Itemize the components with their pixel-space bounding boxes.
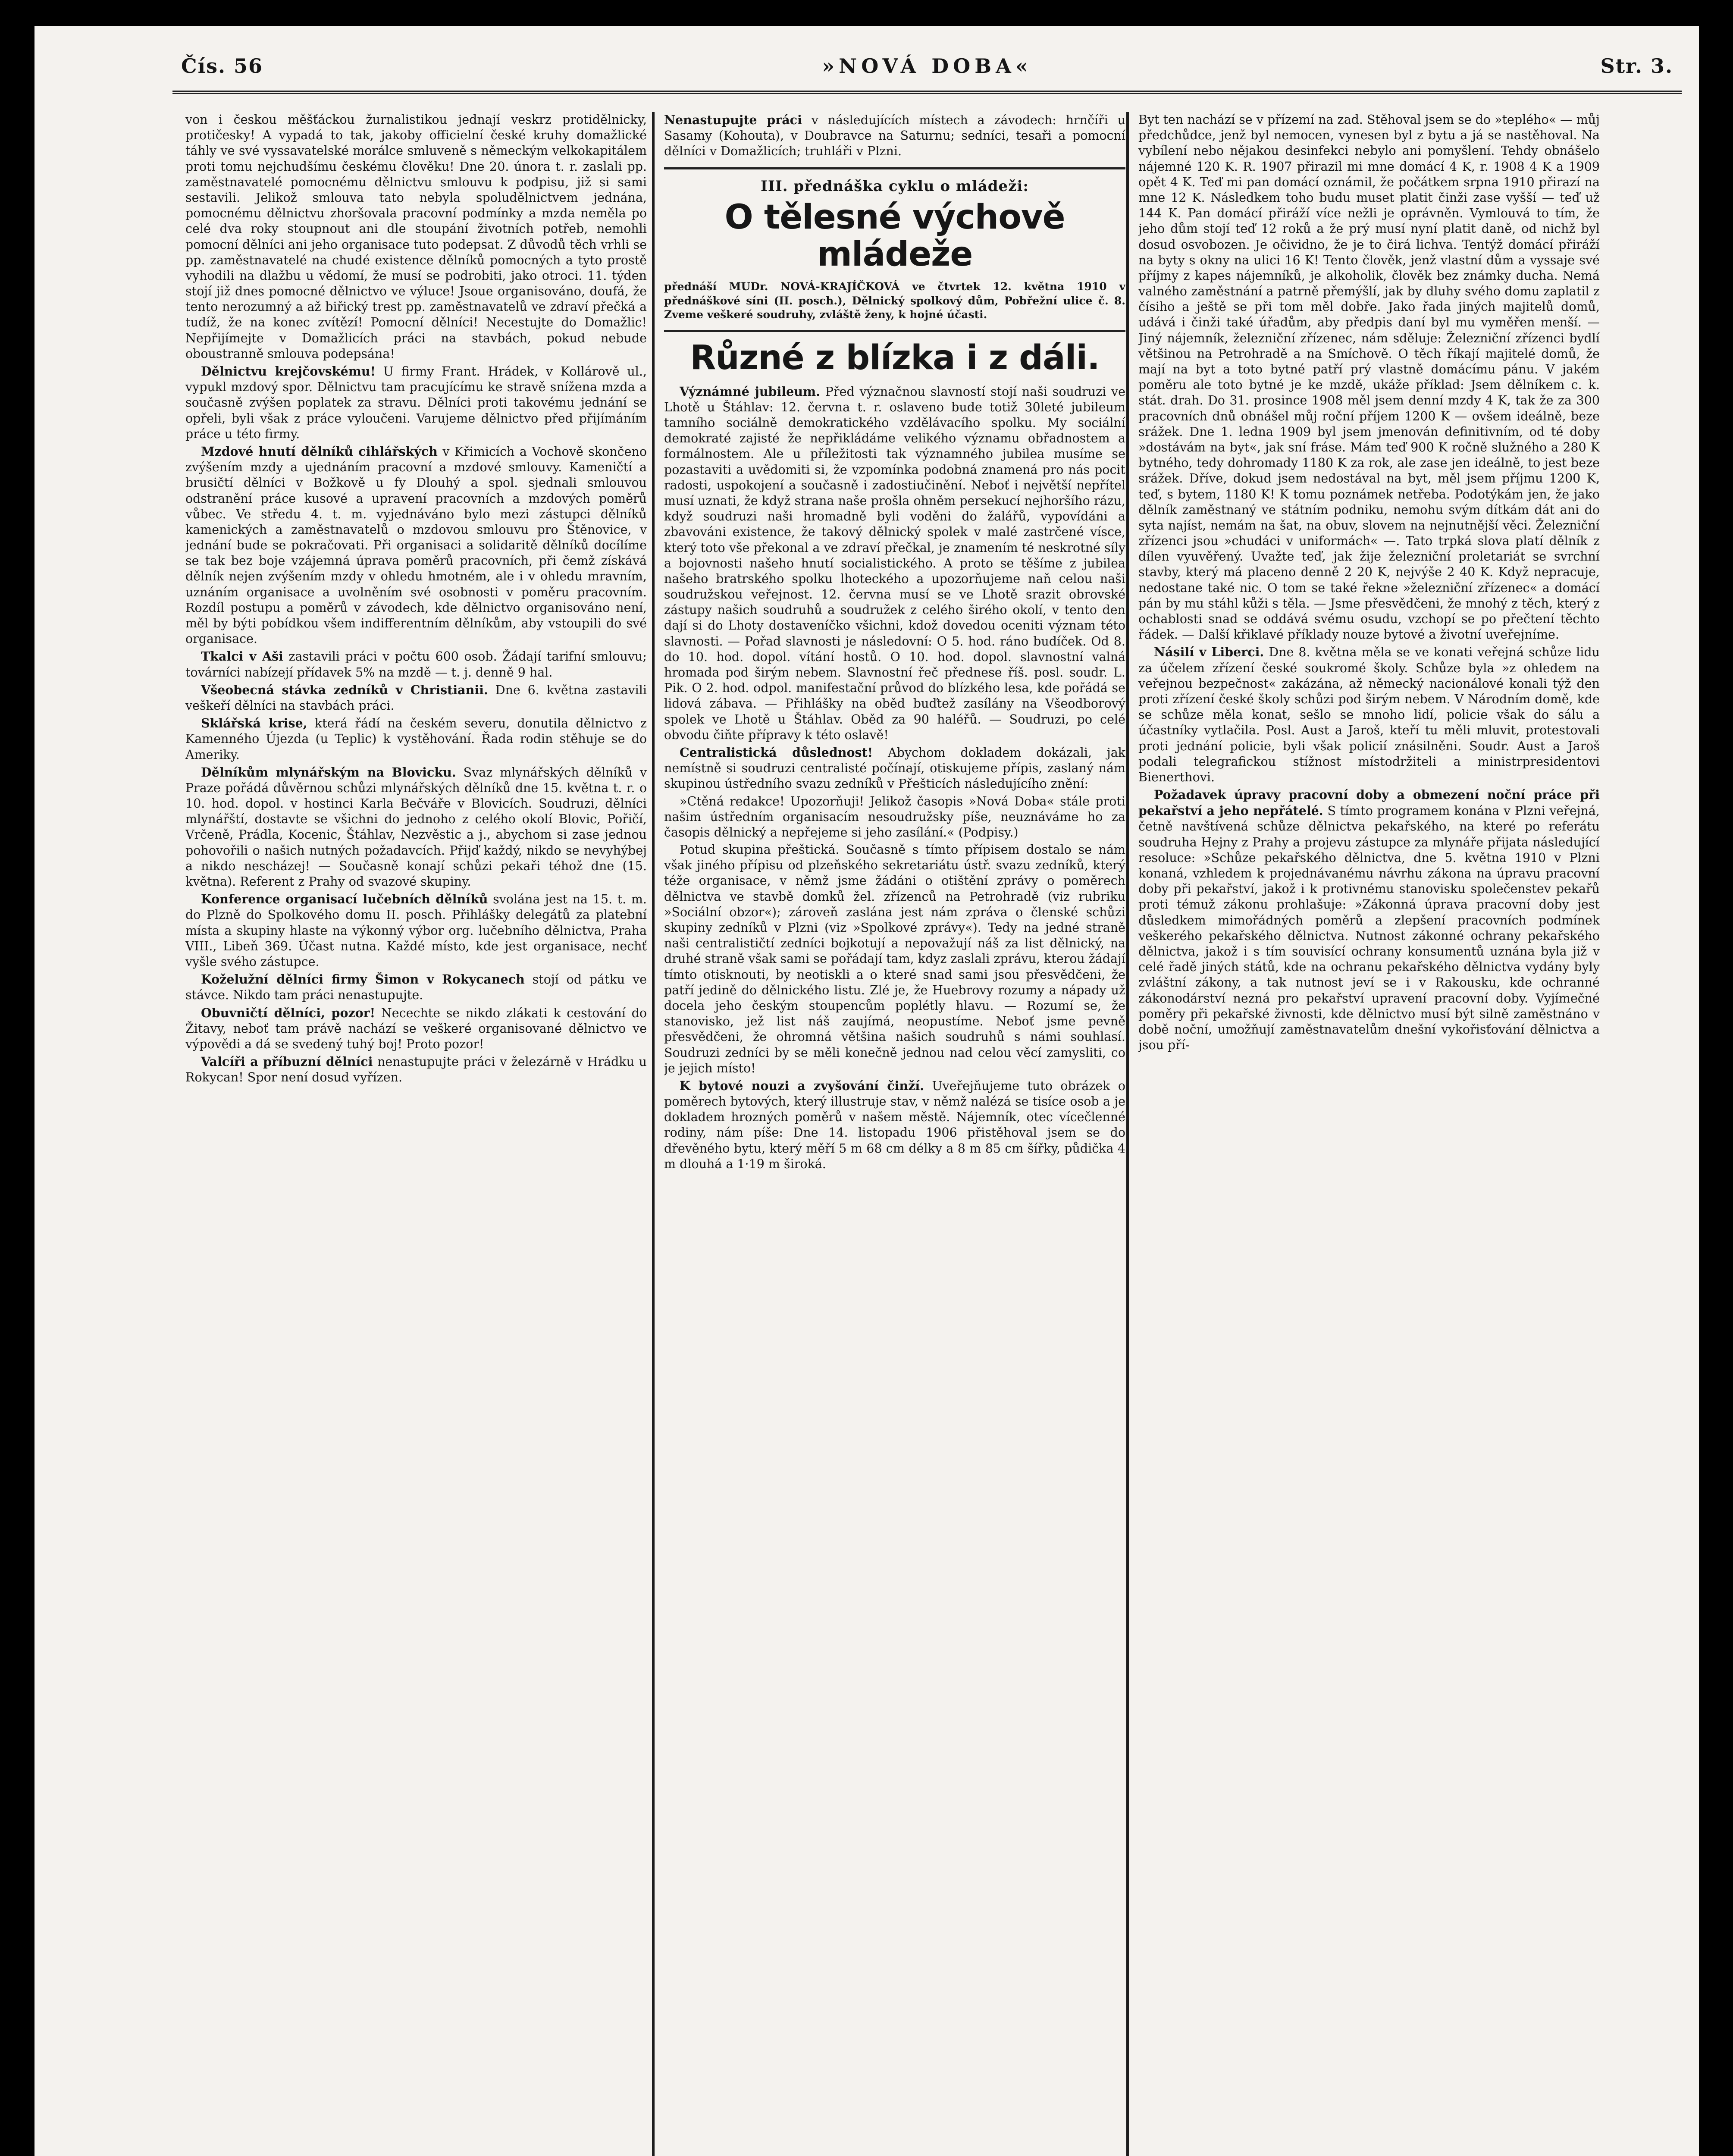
- article-heading: Mzdové hnutí dělníků cihlářských: [201, 444, 438, 459]
- article-item: [185, 715, 647, 763]
- article-heading: Tkalci v Aši: [201, 649, 283, 664]
- column-left: [185, 112, 647, 2156]
- article-text: U firmy Frant. Hrádek, v Kollárově ul., vypukl mzdový spor. Dělnictvu tam pracujícímu ke stravě snížena mzda a současně zvýšen poplatek za stravu. Dělníci proti takovému jednání se opřeli, byli však z práce vyloučeni. Varujeme dělnictvo před přijímáním práce u této firmy.: [185, 364, 647, 441]
- page-number: Str. 3.: [1600, 54, 1673, 78]
- article-item: [664, 112, 1125, 160]
- article-heading: Obuvničtí dělníci, pozor!: [201, 1005, 376, 1020]
- article-item: [185, 682, 647, 714]
- article-text: Svaz mlynářských dělníků v Praze pořádá důvěrnou schůzi mlynářských dělníků dne 15. května t. r. o 10. hod. dopol. v hostinci Karla Bečváře v Blovicích. Soudruzi, dělníci mlynářští, dostavte se všichni do jednoho z celého okolí Blovic, Pořičí, Vrčeně, Prádla, Kocenic, Štáhlav, Nezvěstic a j., abychom si zase jednou pohovořili o našich nutných požadavcích. Přijď každý, nikdo se nevyhýbej a nikdo nescházej! — Současně konají schůzi pekaři téhož dne (15. května). Referent z Prahy od svazové skupiny.: [185, 765, 647, 889]
- article-item: [664, 384, 1125, 743]
- section-divider: [664, 330, 1125, 332]
- article-heading: Násilí v Liberci.: [1154, 645, 1264, 660]
- article-item: [185, 649, 647, 680]
- quoted-letter: »Ctěná redakce! Upozorňuji! Jelikož časopis »Nová Doba« stále proti našim ústředním organisacím nesoudružsky píše, neuznáváme ho za časopis dělnický a nepřejeme si jeho zasílání.« (Podpisy.): [664, 794, 1125, 840]
- article-heading: Konference organisací lučebních dělníků: [201, 892, 488, 907]
- article-item: [185, 1054, 647, 1085]
- article-text: která řádí na českém severu, donutila dělnictvo z Kamenného Újezda (u Teplic) k vystěhování. Řada rodin stěhuje se do Ameriky.: [185, 716, 647, 762]
- article-item: [185, 971, 647, 1003]
- article-text: Před význačnou slavností stojí naši soudruzi ve Lhotě u Štáhlav: 12. června t. r. oslaveno bude totiž 30leté jubileum tamního sociálně demokratického vzdělávacího spolku. My sociální demokraté zajisté že nepřikládáme velikého významu obřadnostem a formálnostem. Ale u příležitosti tak významného jubilea musíme se pozastaviti a uvědomiti si, že vzpomínka podobná znamená pro nás pocit radosti, uspokojení a současně i zadostiučinění. Neboť i největší nepřítel musí uznati, že když strana naše prošla ohněm persekucí nejhoršího rázu, když soudruzi naši hromadně byli voděni do žalářů, vypovídáni a zbavováni existence, že takový dělnický spolek v malé zastrčené vísce, který toto vše překonal a ve zdraví přečkal, je znamením té neskrotné síly a bojovnosti našeho hnutí socialistického. A proto se těšíme z jubilea našeho bratrského spolku lhoteckého a upozorňujeme naň celou naši soudružskou veřejnost. 12. června musí se ve Lhotě srazit obrovské zástupy našich soudruhů a soudružek z celého širého okolí, v tento den dají si do Lhoty dostaveníčko všichni, kdož dovedou oceniti význam této slavnosti. — Pořad slavnosti je následovní: O 5. hod. ráno budíček. Od 8. do 10. hod. dopol. vítání hostů. O 10. hod. dopol. slavnostní valná hromada pod širým nebem. Slavnostní řeč přednese říš. posl. soudr. L. Pik. O 2. hod. odpol. manifestační průvod do blízkého lesa, kde pořádá se lidová zábava. — Přihlášky na oběd buďtež zasílány na Všeodborový spolek ve Lhotě u Štáhlav. Oběd za 90 haléřů. — Soudruzi, po celé obvodu čiňte přípravy k této oslavě!: [664, 384, 1125, 742]
- article-text: Byt ten nachází se v přízemí na zad. Stěhoval jsem se do »teplého« — můj předchůdce, jenž byl nemocen, vynesen byl z bytu a já se nastěhoval. Na vybílení nebo nějakou desinfekci nebylo ani pomyšlení. Tehdy obnášelo nájemné 120 K. R. 1907 přirazil mi mne domácí 4 K, r. 1908 4 K a 1909 opět 4 K. Teď mi pan domácí oznámil, že počátkem srpna 1910 přirazí na mne 12 K. Následkem toho budu muset platit činži zase vyšší — teď už 144 K. Pan domácí přiráží více nežli je oprávněn. Vymlouvá to tím, že jeho dům stojí teď 12 roků a že prý musí nyní platit daně, od nichž byl dosud osvobozen. Je očividno, že je to čirá lichva. Tentýž domácí přiráží na byty s okny na ulici 16 K! Tento člověk, jenž vlastní dům a vyssaje své příjmy z kapes nájemníků, je alkoholik, člověk bez známky ducha. Nemá valného zaměstnání a patrně přemýšlí, jak by dluhy svého domu zaplatil z čísiho a ještě se při tom měl dobře. Jako řada jiných majitelů domů, udává i činži také úřadům, aby předpis daní byl mu vyměřen menší. — Jiný nájemník, železniční zřízenec, nám sděluje: Železniční zřízenci bydlí většinou na Petrohradě a na Smíchově. O těch říkají majitelé domů, že mají na byt a toto bytné patří prý vlastně domácímu pánu. V jakém poměru ale toto bytné je ke mzdě, ukáže příklad: Jsem dělníkem c. k. stát. drah. Do 31. prosince 1908 měl jsem denní mzdy 4 K, tak že za 300 pracovních dnů obnášel můj roční příjem 1200 K — ovšem ideálně, beze srážek. Dne 1. ledna 1909 byl jsem jmenován definitivním, od té doby »dostávám na byt«, jak sní fráse. Mám teď 900 K ročně služného a 280 K bytného, tedy dohromady 1180 K za rok, ale zase jen ideálně, to jest beze srážek. Dříve, dokud jsem nedostával na byt, měl jsem příjmu 1200 K, teď, s bytem, 1180 K! K tomu poznámek netřeba. Podotýkám jen, že jako dělník zaměstnaný ve státním podniku, nemohu svým dítkám dát ani do syta najíst, nemám na šat, na obuv, slovem na nejnutnější věci. Železniční zřízenci jsou »chudáci v uniformách« —. Tato trpká slova platí dělník z dílen vyuvěřený. Uvažte teď, jak žije železniční proletariát se svrchní stavby, který má placeno denně 2 20 K, nejvýše 2 40 K. Když nepracuje, nedostane také nic. O tom se také řekne »železniční zřízenec« a domácí pán by mu stáhl kůži s těla. — Jsme přesvědčeni, že mnohý z těch, který z ochablosti snad se oddává svému osudu, vzchopí se po přečtení těchto řádek. — Další křiklavé příklady nouze bytové a životní uveřejníme.: [1138, 113, 1600, 642]
- article-text: Potud skupina přeštická. Současně s tímto přípisem dostalo se nám však jiného přípisu od plzeňského sekretariátu ústř. svazu zedníků, který téže organisace, v němž jsme žádáni o otištění zprávy o poměrech dělnictva ve stavbě domků žel. zřízenců na Petrohradě (viz rubriku »Sociální obzor«); zároveň zaslána jest nám zpráva o členské schůzi skupiny zedníků v Plzni (viz »Spolkové zprávy«). Tedy na jedné straně naši centralističtí zedníci bojkotují a nepovažují náš za list dělnický, na druhé straně však sami se pořádají tam, kdyz zaslali zprávu, kterou žádají tímto otisknouti, by neotiskli a o které snad sami jsou přesvědčeni, že patří jedině do dělnického listu. Zlé je, že Huebrovy rozumy a nápady už docela jeho českým stoupencům poplétly hlavu. — Rozumí se, že stanovisko, jež list náš zaujímá, neopustíme. Neboť jsme pevně přesvědčeni, že ohromná většina našich soudruhů s námi souhlasí. Soudruzi zedníci by se měli konečně jednou nad celou věcí zamysliti, co je jejich místo!: [664, 843, 1125, 1075]
- article-heading: Všeobecná stávka zedníků v Christianii.: [201, 682, 488, 697]
- article-text: svolána jest na 15. t. m. do Plzně do Spolkového domu II. posch. Přihlášky delegátů za platební místa a skupiny hlaste na výkonný výbor org. lučebního dělnictva, Praha VIII., Libeň 369. Účast nutna. Každé místo, kde jest organisace, nechť vyšle svého zástupce.: [185, 892, 647, 969]
- article-text: Necechte se nikdo zlákati k cestování do Žitavy, neboť tam právě nachází se veškeré organisované dělnictvo ve výpovědi a dá se svedený tuhý boj! Proto pozor!: [185, 1006, 647, 1051]
- article-text: S tímto programem konána v Plzni veřejná, četně navštívená schůze dělnictva pekařského, na které po referátu soudruha Hejny z Prahy a projevu zástupce za mlynáře přijata následující resoluce: »Schůze pekařského dělnictva, dne 5. května 1910 v Plzni konaná, vzhledem k projednávanému návrhu zákona na úpravu pracovní doby při pekařství, jakož i k protivnému stanovisku společenstev pekařů proti témuž zákonu prohlašuje: »Zákonná úprava pracovní doby jest důsledkem mimořádných poměrů a zlepšení pracovních podmínek veškerého pekařského dělnictva. Nutnost zákonné ochrany pekařského dělnictva, jakož i s tím souvisící ochrany konsumentů uznána byla již v celé řadě jiných států, kde na ochranu pekařského dělnictva vydány byly zvláštní zákony, a tak nutnost jeví se i v Rakousku, kde ochranné zákonodárství nezná pro pekařství upravení pracovní doby. Vyjímečné poměry při pekařské živnosti, kde dělnictvo musí být silně zaměstnáno v době noční, umožňují zaměstnavatelům dnešní vykořisťování dělnictva a jsou pří-: [1138, 804, 1600, 1053]
- article-heading: Dělnictvu krejčovskému!: [201, 364, 376, 379]
- article-text: Uveřejňujeme tuto obrázek o poměrech bytových, který illustruje stav, v němž nalézá se tisíce osob a je dokladem hrozných poměrů v našem městě. Nájemník, otec vícečlenné rodiny, nám píše: Dne 14. listopadu 1906 přistěhoval jsem se do dřevěného bytu, který měří 5 m 68 cm délky a 8 m 85 cm šířky, půdička 4 m dlouhá a 1·19 m široká.: [664, 1078, 1125, 1171]
- article-text: v následujících místech a závodech: hrnčíři u Sasamy (Kohouta), v Doubravce na Saturnu; sedníci, tesaři a pomocní dělníci v Domažlicích; truhláři v Plzni.: [664, 113, 1125, 159]
- article-item: [185, 1005, 647, 1053]
- article-item: [664, 745, 1125, 792]
- article-item: [1138, 644, 1600, 785]
- article-heading: Dělníkům mlynářským na Blovicku.: [201, 765, 456, 780]
- article-heading: Valcíři a příbuzní dělníci: [201, 1054, 373, 1069]
- column-divider: [652, 112, 655, 2156]
- masthead-title: »NOVÁ DOBA«: [822, 54, 1032, 78]
- section-divider: [664, 167, 1125, 169]
- newspaper-page: [34, 26, 1699, 2156]
- section-title: Různé z blízka i z dáli.: [690, 338, 1100, 377]
- article-heading: Význámné jubileum.: [680, 384, 821, 399]
- article-heading: Sklářská krise,: [201, 716, 307, 731]
- issue-number: Čís. 56: [181, 54, 263, 78]
- article-item: [185, 444, 647, 647]
- page-header: [172, 43, 1682, 94]
- lecture-title: O tělesné výchově mládeže: [724, 197, 1065, 274]
- article-text: von i českou měšťáckou žurnalistikou jednají veskrz protidělnicky, protičesky! A vypadá to tak, jakoby officielní české kruhy domažlické táhly ve své vyssavatelské morálce smluveně s německým velkokapitálem proti tomu nejchudšímu českému člověku! Dne 20. února t. r. zaslali pp. zaměstnavatelé pomocnému dělnictvu smlouvu k podpisu, již si sami sestavili. Jelikož smlouva tato nebyla spoludělnictvem jednána, pomocnému dělnictvu zhoršovala pracovní podmínky a mzda neměla po celé dva roky stoupnout ani dle stoupání životních potřeb, nemohli pomocní dělníci ani jeho organisace tuto podepsat. Z důvodů těch vrhli se pp. zaměstnavatelé na chudé existence dělníků pomocných a tyto prostě vyhodili na dlažbu u vědomí, že musí se podrobiti, jako otroci. 11. týden stojí již dnes pomocné dělnictvo ve výluce! Jsoue organisováno, doufá, že tento nerozumný a až biřický trest pp. zaměstnavatelů ve zdraví přečká a tudíž, že na konec zvítězí! Pomocní dělníci! Necestujte do Domažlic! Nepřijímejte v Domažlicích práci na stavbách, pokud nebude oboustranně smlouva podepsána!: [185, 113, 647, 361]
- article-item: [185, 364, 647, 442]
- article-item: [185, 765, 647, 890]
- article-text: Dne 8. května měla se ve konati veřejná schůze lidu za účelem zřízení české soukromé školy. Schůze byla »z ohledem na veřejnou bezpečnost« zakázána, až německý nacionálové konali týž den proti zřízení české školy schůzi pod širým nebem. V Národním domě, kde se schůze měla konat, sešlo se mnoho lidí, policie však do sálu a účastníky vytlačila. Posl. Aust a Jaroš, kteří tu měli mluvit, protestovali proti jednání policie, byli však policií znásilněni. Soudr. Aust a Jaroš podali telegrafickou stížnost místodržiteli a ministrpresidentovi Bienerthovi.: [1138, 645, 1600, 784]
- article-text: v Křimicích a Vochově skončeno zvýšením mzdy a ujednáním pracovní a mzdové smlouvy. Kameničtí a brusičtí dělníci v Božkově u fy Dlouhý a spol. sjednali smlouvou odstranění práce kusové a upravení pracovních a mzdových poměrů vůbec. Ve středu 4. t. m. vyjednáváno bylo mezi zástupci dělníků kamenických a zaměstnavatelů o mzdovou smlouvu pro Štěnovice, v jednání bude se pokračovati. Při organisaci a solidaritě dělníků docílíme se tak bez boje vzájemná úprava poměrů pracovních, při čemž získává dělník nejen zvýšením mzdy v ohledu hmotném, ale i v ohledu mravním, uznáním organisace a uvolněním své osobnosti v poměru pracovním. Rozdíl postupu a poměrů v závodech, kde dělnictvo organisováno není, měl by býti pobídkou všem indifferentním dělníkům, aby vstoupili do své organisace.: [185, 444, 647, 646]
- column-divider: [1126, 112, 1129, 2156]
- article-heading: Požadavek úpravy pracovní doby a obmezení noční práce při pekařství a jeho nepřátelé.: [1138, 787, 1600, 818]
- article-heading: Centralistická důslednost!: [680, 745, 873, 760]
- article-item: [185, 891, 647, 970]
- column-right: [1138, 112, 1600, 2156]
- article-item: [1138, 787, 1600, 1053]
- article-text: zastavili práci v počtu 600 osob. Žádají tarifní smlouvu; továrníci nabízejí přídavek 5% na mzdě — t. j. denně 9 hal.: [185, 649, 647, 680]
- lecture-info: přednáší MUDr. NOVÁ-KRAJÍČKOVÁ ve čtvrtek 12. května 1910 v přednáškové síni (II. posch.), Dělnický spolkový dům, Pobřežní ulice č. 8. Zveme veškeré soudruhy, zvláště ženy, k hojné účasti.: [664, 280, 1125, 321]
- article-item: [664, 1078, 1125, 1172]
- column-middle: [664, 112, 1125, 2156]
- article-text: stojí od pátku ve stávce. Nikdo tam práci nenastupujte.: [185, 972, 647, 1003]
- article-heading: Nenastupujte práci: [664, 113, 802, 127]
- article-heading: K bytové nouzi a zvyšování činží.: [680, 1078, 924, 1093]
- article-text: Dne 6. května zastavili veškeří dělníci na stavbách práci.: [185, 683, 647, 713]
- article-heading: Koželužní dělníci firmy Šimon v Rokycanech: [201, 972, 525, 987]
- article-text: Abychom dokladem dokázali, jak nemístně si soudruzi centralisté počínají, otiskujeme přípis, zaslaný nám skupinou ústředního svazu zedníků v Přešticích následujícího znění:: [664, 745, 1125, 791]
- lecture-subtitle: III. přednáška cyklu o mládeži:: [761, 177, 1029, 195]
- article-text: nenastupujte práci v železárně v Hrádku u Rokycan! Spor není dosud vyřízen.: [185, 1055, 647, 1085]
